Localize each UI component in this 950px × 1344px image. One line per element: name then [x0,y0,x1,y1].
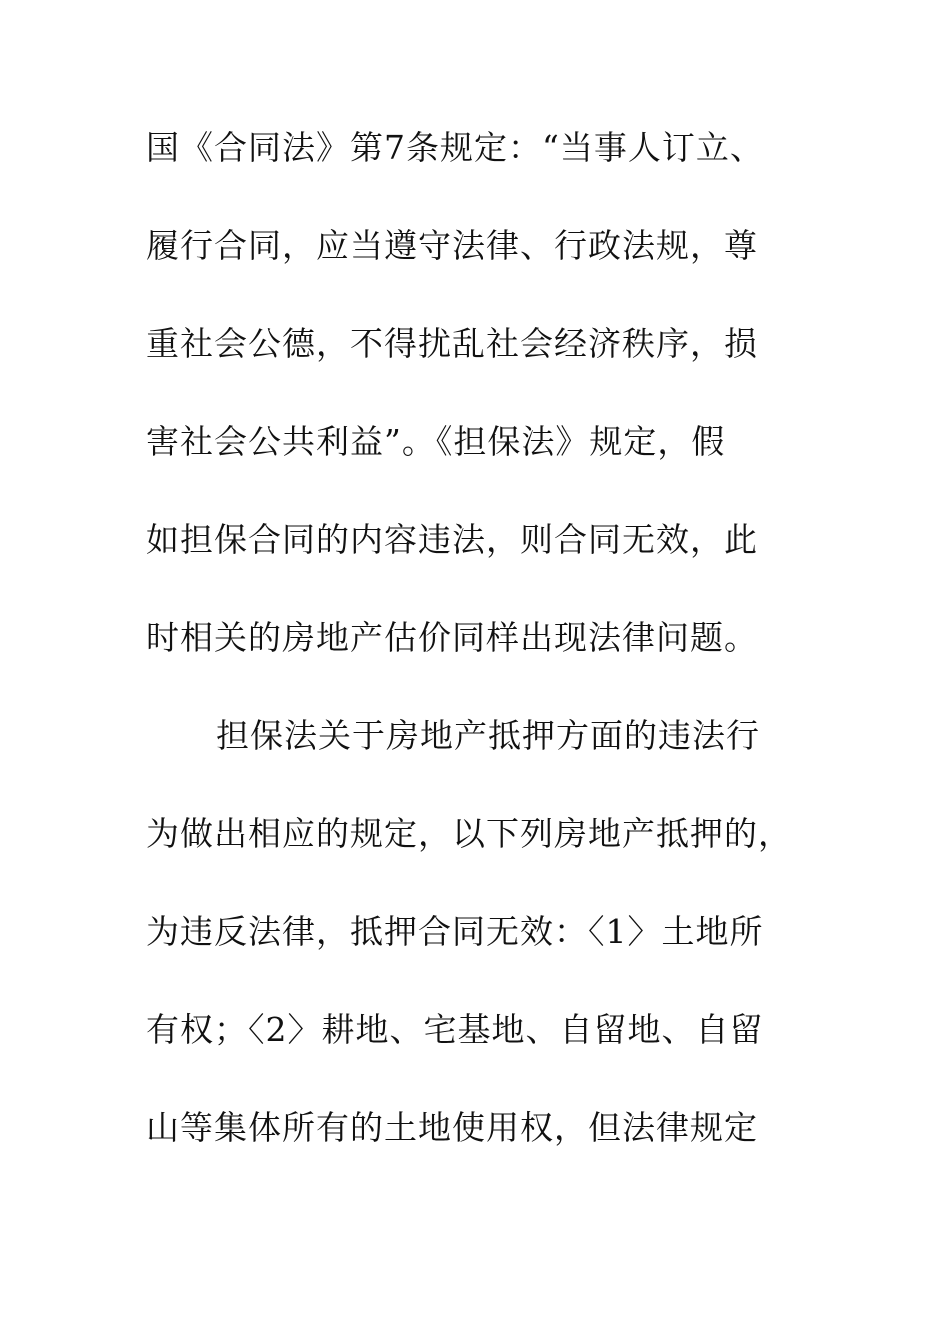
text-line: 有权；〈2〉耕地、宅基地、自留地、自留 [146,1010,764,1049]
text-line: 为做出相应的规定，以下列房地产抵押的， [146,814,792,853]
text-line: 时相关的房地产估价同样出现法律问题。 [146,618,758,657]
text-line: 山等集体所有的土地使用权，但法律规定 [146,1108,758,1147]
paragraph-start-line: 担保法关于房地产抵押方面的违法行 [216,716,760,755]
text-line: 履行合同，应当遵守法律、行政法规，尊 [146,226,758,265]
text-line: 重社会公德，不得扰乱社会经济秩序，损 [146,324,758,363]
text-line: 为违反法律，抵押合同无效：〈1〉土地所 [146,912,764,951]
document-body [146,124,826,1202]
text-line: 如担保合同的内容违法，则合同无效，此 [146,520,758,559]
text-line: 害社会公共利益”。《担保法》规定，假 [146,422,726,461]
text-line: 国《合同法》第7条规定：“当事人订立、 [146,128,764,167]
